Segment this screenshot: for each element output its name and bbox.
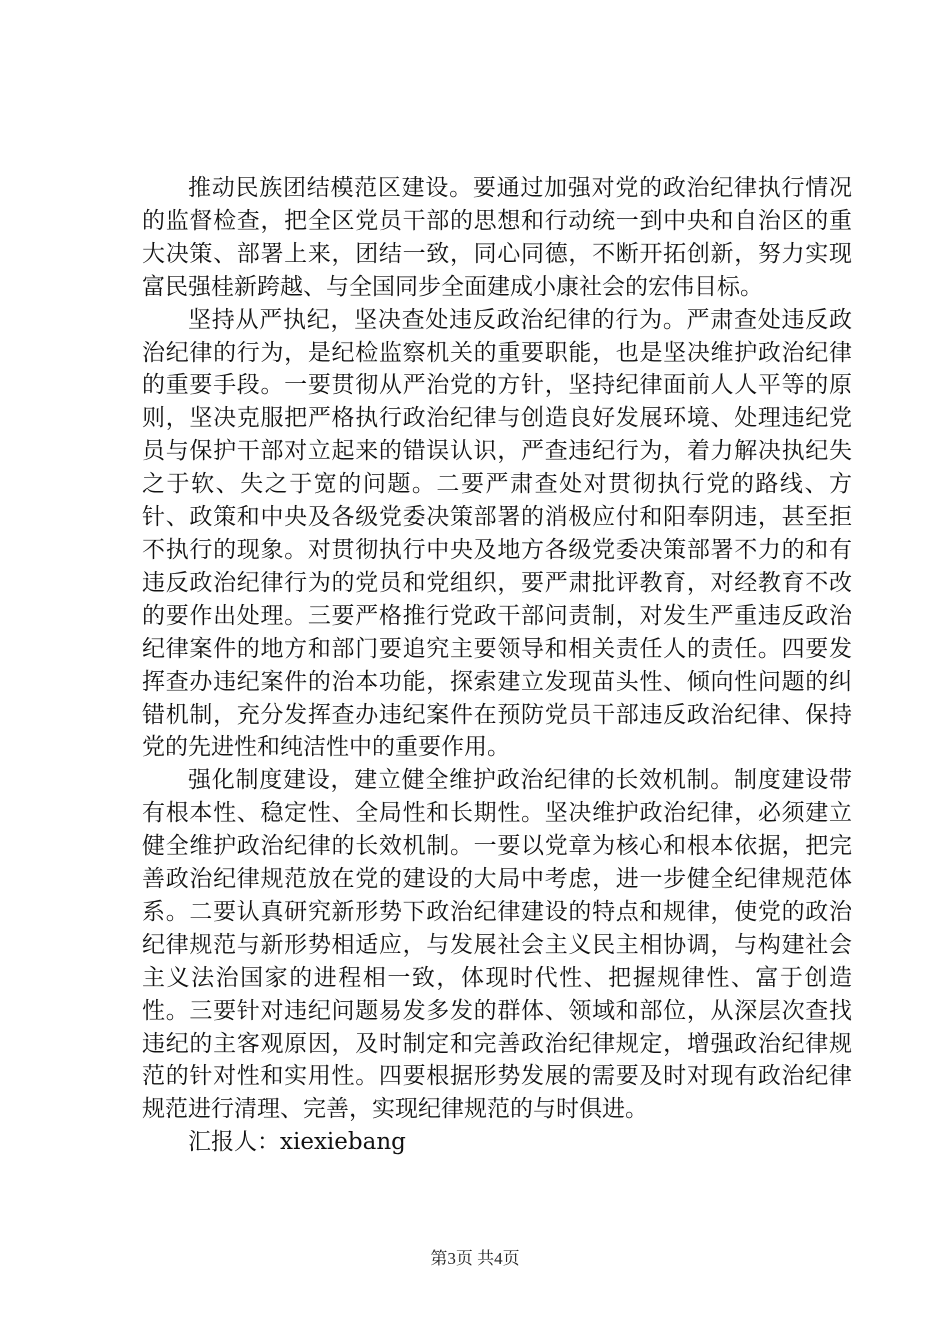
paragraph-3: 强化制度建设，建立健全维护政治纪律的长效机制。制度建设带有根本性、稳定性、全局性和长期性。坚决维护政治纪律，必须建立健全维护政治纪律的长效机制。一要以党章为核心和根本依据，把完善政治纪律规范放在党的建设的大局中考虑，进一步健全纪律规范体系。二要认真研究新形势下政治纪律建设的特点和规律，使党的政治纪律规范与新形势相适应，与发展社会主义民主相协调，与构建社会主义法治国家的进程相一致，体现时代性、把握规律性、富于创造性。三要针对违纪问题易发多发的群体、领域和部位，从深层次查找违纪的主客观原因，及时制定和完善政治纪律规定，增强政治纪律规范的针对性和实用性。四要根据形势发展的需要及时对现有政治纪律规范进行清理、完善，实现纪律规范的与时俱进。 (142, 767, 852, 1123)
document-body (142, 172, 852, 1159)
paragraph-1: 推动民族团结模范区建设。要通过加强对党的政治纪律执行情况的监督检查，把全区党员干部的思想和行动统一到中央和自治区的重大决策、部署上来，团结一致，同心同德，不断开拓创新，努力实现富民强桂新跨越、与全国同步全面建成小康社会的宏伟目标。 (142, 175, 852, 300)
reporter-line: 汇报人：xiexiebang (188, 1129, 406, 1156)
paragraph-2: 坚持从严执纪，坚决查处违反政治纪律的行为。严肃查处违反政治纪律的行为，是纪检监察机关的重要职能，也是坚决维护政治纪律的重要手段。一要贯彻从严治党的方针，坚持纪律面前人人平等的原则，坚决克服把严格执行政治纪律与创造良好发展环境、处理违纪党员与保护干部对立起来的错误认识，严查违纪行为，着力解决执纪失之于软、失之于宽的问题。二要严肃查处对贯彻执行党的路线、方针、政策和中央及各级党委决策部署的消极应付和阳奉阴违，甚至拒不执行的现象。对贯彻执行中央及地方各级党委决策部署不力的和有违反政治纪律行为的党员和党组织，要严肃批评教育，对经教育不改的要作出处理。三要严格推行党政干部问责制，对发生严重违反政治纪律案件的地方和部门要追究主要领导和相关责任人的责任。四要发挥查办违纪案件的治本功能，探索建立发现苗头性、倾向性问题的纠错机制，充分发挥查办违纪案件在预防党员干部违反政治纪律、保持党的先进性和纯洁性中的重要作用。 (142, 306, 852, 761)
page-footer: 第3页 共4页 (430, 1249, 520, 1268)
